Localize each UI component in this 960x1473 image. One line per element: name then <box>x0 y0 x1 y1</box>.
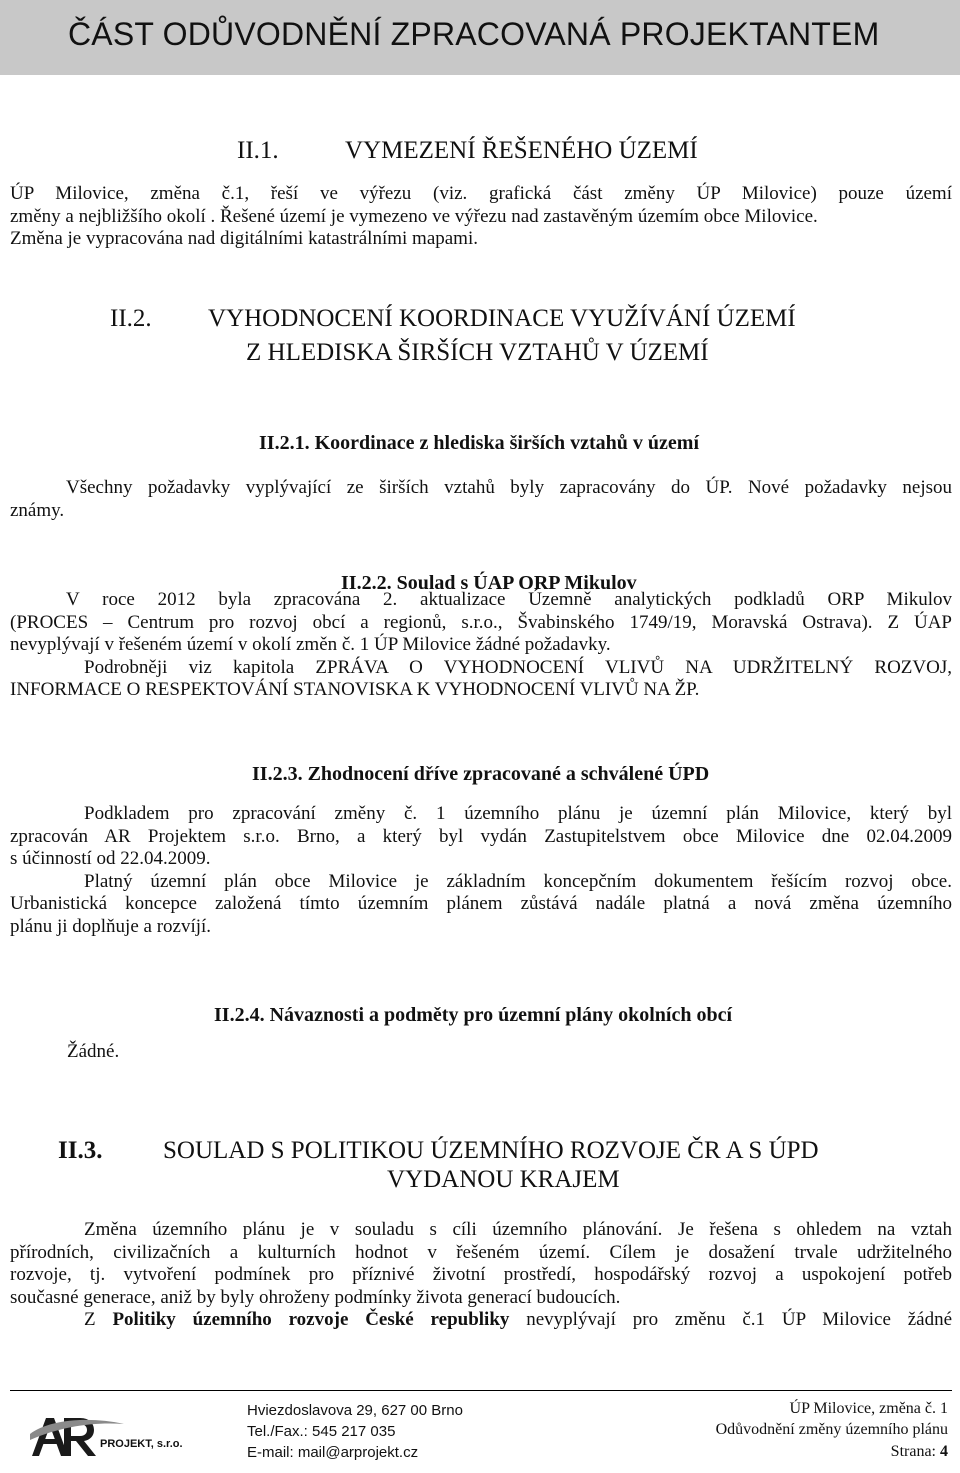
footer-address: Hviezdoslavova 29, 627 00 Brno <box>247 1402 463 1419</box>
text-line: známy. <box>10 499 65 521</box>
section-number-II-1: II.1. <box>237 137 279 164</box>
text-run: Z <box>84 1309 113 1330</box>
text-line: Podkladem pro zpracování změny č. 1 územního plánu je územní plán Milovice, který byl <box>84 803 952 824</box>
subsection-II-2-3-text <box>10 803 952 938</box>
text-line: změny a nejbližšího okolí . Řešené území je vymezeno ve výřezu nad zastavěným územím obce Milovice. <box>10 205 818 227</box>
text-line: přírodních, civilizačních a kulturních hodnot v řešeném území. Cílem je dosažení trvale udržitelného <box>10 1241 952 1263</box>
subsection-heading-II-2-2: II.2.2. Soulad s ÚAP ORP Mikulov <box>341 572 637 594</box>
text-line: ÚP Milovice, změna č.1, řeší ve výřezu (viz. grafická část změny ÚP Milovice) pouze území <box>10 183 952 204</box>
company-logo <box>28 1410 228 1462</box>
section-title-II-3-line2: VYDANOU KRAJEM <box>387 1166 620 1193</box>
section-number-II-3: II.3. <box>58 1137 103 1164</box>
section-II-3-text <box>10 1219 952 1332</box>
page-number: 4 <box>940 1443 948 1460</box>
subsection-II-2-2-text <box>10 589 952 702</box>
text-line: V roce 2012 byla zpracována 2. aktualizace Územně analytických podkladů ORP Mikulov <box>66 589 952 610</box>
logo-company-text: PROJEKT, s.r.o. <box>100 1438 183 1450</box>
text-run-bold: Politiky územního rozvoje České republiky <box>112 1309 510 1330</box>
footer-email: E-mail: mail@arprojekt.cz <box>247 1444 419 1461</box>
text-line: INFORMACE O RESPEKTOVÁNÍ STANOVISKA K VYHODNOCENÍ VLIVŮ NA ŽP. <box>10 679 700 700</box>
subsection-II-2-1-text <box>10 477 952 522</box>
section-title-II-2-line1: VYHODNOCENÍ KOORDINACE VYUŽÍVÁNÍ ÚZEMÍ <box>208 305 796 332</box>
page-label: Strana: <box>890 1443 936 1460</box>
text-line: Urbanistická koncepce založená tímto územním plánem zůstává nadále platná a nová změna územního <box>10 893 952 914</box>
text-line: Změna územního plánu je v souladu s cíli územního plánování. Je řešena s ohledem na vztah <box>84 1219 952 1240</box>
subsection-II-2-4-text: Žádné. <box>67 1041 120 1062</box>
section-title-II-3-line1: SOULAD S POLITIKOU ÚZEMNÍHO ROZVOJE ČR A S ÚPD <box>163 1137 819 1164</box>
header-banner <box>0 0 960 75</box>
text-line: s účinností od 22.04.2009. <box>10 848 211 869</box>
section-title-II-2-line2: Z HLEDISKA ŠIRŠÍCH VZTAHŮ V ÚZEMÍ <box>246 339 709 366</box>
footer-phone: Tel./Fax.: 545 217 035 <box>247 1423 396 1440</box>
footer-document-part: Odůvodnění změny územního plánu <box>715 1421 948 1438</box>
section-II-1-text <box>10 183 952 251</box>
text-line: Podrobněji viz kapitola ZPRÁVA O VYHODNOCENÍ VLIVŮ NA UDRŽITELNÝ ROZVOJ, <box>84 656 952 678</box>
text-line: současné generace, aniž by byly ohroženy podmínky života generací budoucích. <box>10 1286 621 1308</box>
footer-rule <box>10 1390 952 1391</box>
text-line: zpracován AR Projektem s.r.o. Brno, a který byl vydán Zastupitelstvem obce Milovice dne 02.04.2009 <box>10 825 952 847</box>
footer-page-indicator <box>891 1443 948 1461</box>
text-line: Změna je vypracována nad digitálními katastrálními mapami. <box>10 228 478 249</box>
text-line-last <box>10 1309 952 1332</box>
ar-logo-icon <box>28 1410 228 1462</box>
text-line: Všechny požadavky vyplývající ze širších vztahů byly zapracovány do ÚP. Nové požadavky nejsou <box>66 477 952 498</box>
text-line: nevyplývají v řešeném území v okolí změn č. 1 ÚP Milovice žádné požadavky. <box>10 634 611 655</box>
text-line: plánu ji doplňuje a rozvíjí. <box>10 915 212 937</box>
subsection-heading-II-2-4: II.2.4. Návaznosti a podměty pro územní plány okolních obcí <box>214 1004 733 1026</box>
page-title: ČÁST ODŮVODNĚNÍ ZPRACOVANÁ PROJEKTANTEM <box>68 16 880 52</box>
text-run: nevyplývají pro změnu č.1 ÚP Milovice žádné <box>509 1309 953 1330</box>
text-line: rozvoje, tj. vytvoření podmínek pro příznivé životní prostředí, hospodářský rozvoj a uspokojení potřeb <box>10 1264 952 1285</box>
text-line: Platný územní plán obce Milovice je základním koncepčním dokumentem řešícím rozvoj obce. <box>84 870 952 892</box>
footer-document-name: ÚP Milovice, změna č. 1 <box>789 1400 948 1417</box>
subsection-heading-II-2-1: II.2.1. Koordinace z hlediska širších vztahů v území <box>259 432 700 454</box>
subsection-heading-II-2-3: II.2.3. Zhodnocení dříve zpracované a schválené ÚPD <box>252 763 710 785</box>
text-line: (PROCES – Centrum pro rozvoj obcí a regionů, s.r.o., Švabinského 1749/19, Moravská Ostrava). Z ÚAP <box>10 611 952 633</box>
section-title-II-1: VYMEZENÍ ŘEŠENÉHO ÚZEMÍ <box>345 137 698 164</box>
section-number-II-2: II.2. <box>110 305 152 332</box>
